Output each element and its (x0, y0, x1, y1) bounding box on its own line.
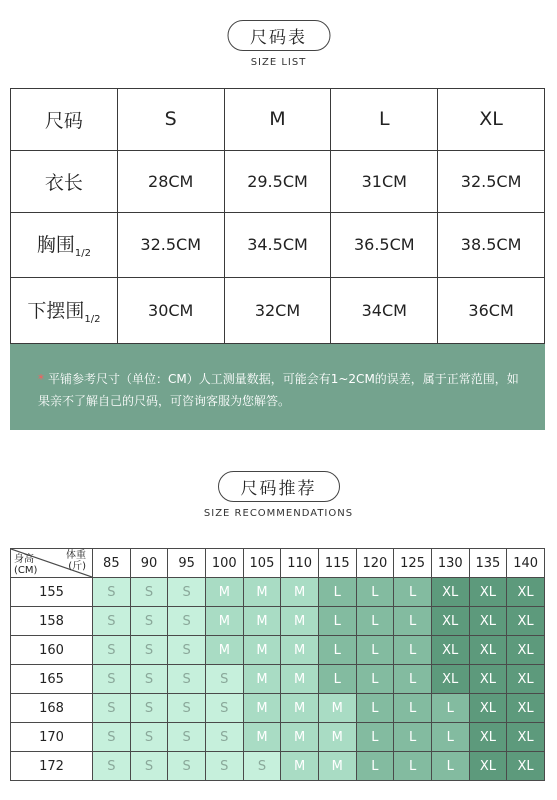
size-table-row (11, 278, 545, 344)
size-recommendation-cell: S (168, 636, 206, 665)
size-recommendation-cell: S (93, 752, 131, 781)
size-recommendation-cell: L (356, 636, 394, 665)
height-cell: 172 (11, 752, 93, 781)
weight-label (66, 550, 86, 572)
size-list-table (10, 88, 545, 344)
size-recommendation-cell: S (168, 723, 206, 752)
size-recommendation-cell: S (130, 752, 168, 781)
size-value-cell: 29.5CM (224, 150, 331, 212)
size-value-cell: 31CM (331, 150, 438, 212)
size-recommendation-cell: S (93, 694, 131, 723)
row-label (11, 278, 118, 344)
size-recommendation-cell: M (281, 752, 319, 781)
size-table-row (11, 150, 545, 212)
size-recommendation-cell: M (205, 578, 243, 607)
note-star: * (38, 372, 44, 386)
size-recommendation-cell: XL (469, 578, 507, 607)
size-recommendation-cell: S (168, 578, 206, 607)
weight-header-cell: 125 (394, 549, 432, 578)
size-recommendation-cell: XL (507, 636, 545, 665)
size-recommendation-cell: S (205, 752, 243, 781)
size-recommendation-cell: M (243, 607, 281, 636)
size-value-cell: 32CM (224, 278, 331, 344)
size-list-subtitle: SIZE LIST (250, 57, 307, 68)
size-recommendation-cell: XL (469, 636, 507, 665)
size-recommendation-cell: M (281, 665, 319, 694)
corner-cell (11, 549, 93, 578)
size-recommendation-cell: M (318, 752, 356, 781)
weight-header-cell: 100 (205, 549, 243, 578)
size-recommendation-cell: L (431, 723, 469, 752)
row-label (11, 150, 118, 212)
recommendations-title: 尺码推荐 (218, 471, 340, 502)
size-header-cell: M (224, 89, 331, 151)
size-recommendation-cell: XL (431, 607, 469, 636)
size-recommendation-cell: M (318, 694, 356, 723)
size-header-cell: L (331, 89, 438, 151)
rec-row (11, 665, 545, 694)
measurement-note (10, 344, 545, 430)
weight-header-cell: 85 (93, 549, 131, 578)
size-value-cell: 38.5CM (438, 212, 545, 278)
height-cell: 155 (11, 578, 93, 607)
size-value-cell: 32.5CM (117, 212, 224, 278)
size-table-header-row (11, 89, 545, 151)
size-recommendation-cell: S (93, 665, 131, 694)
size-list-title: 尺码表 (227, 20, 330, 51)
size-recommendation-cell: XL (507, 723, 545, 752)
size-recommendation-cell: L (318, 578, 356, 607)
note-text: 平铺参考尺寸（单位：CM）人工测量数据，可能会有1~2CM的误差，属于正常范围，如果亲不了解自己的尺码，可咨询客服为您解答。 (38, 372, 519, 408)
size-recommendation-cell: XL (469, 723, 507, 752)
size-recommendation-cell: M (318, 723, 356, 752)
size-recommendation-cell: S (130, 694, 168, 723)
size-value-cell: 28CM (117, 150, 224, 212)
size-recommendation-cell: XL (431, 578, 469, 607)
size-recommendation-cell: XL (507, 607, 545, 636)
size-recommendation-cell: L (394, 607, 432, 636)
size-recommendation-cell: S (168, 752, 206, 781)
rec-row (11, 607, 545, 636)
size-recommendation-cell: S (168, 694, 206, 723)
weight-unit: (斤) (68, 561, 86, 572)
size-recommendation-cell: L (318, 665, 356, 694)
size-recommendation-cell: XL (507, 665, 545, 694)
size-recommendation-cell: S (168, 607, 206, 636)
rec-row (11, 578, 545, 607)
size-recommendation-cell: XL (469, 694, 507, 723)
size-value-cell: 36CM (438, 278, 545, 344)
size-recommendation-cell: XL (431, 636, 469, 665)
size-recommendation-cell: L (394, 694, 432, 723)
size-recommendation-cell: L (394, 723, 432, 752)
size-recommendation-cell: L (356, 607, 394, 636)
size-recommendation-cell: L (356, 694, 394, 723)
weight-header-cell: 120 (356, 549, 394, 578)
row-label (11, 212, 118, 278)
size-recommendation-cell: XL (507, 752, 545, 781)
size-recommendation-cell: XL (469, 607, 507, 636)
size-recommendation-cell: S (130, 578, 168, 607)
height-cell: 165 (11, 665, 93, 694)
height-cell: 158 (11, 607, 93, 636)
height-label-text: 身高 (14, 554, 34, 565)
size-recommendation-cell: L (394, 752, 432, 781)
rec-row (11, 723, 545, 752)
size-recommendation-cell: XL (469, 665, 507, 694)
size-recommendation-cell: S (130, 607, 168, 636)
weight-header-cell: 130 (431, 549, 469, 578)
size-value-cell: 32.5CM (438, 150, 545, 212)
size-recommendation-cell: L (394, 636, 432, 665)
weight-label-text: 体重 (66, 550, 86, 561)
size-recommendation-cell: S (130, 723, 168, 752)
size-recommendation-cell: L (431, 694, 469, 723)
weight-header-cell: 140 (507, 549, 545, 578)
size-recommendation-cell: XL (469, 752, 507, 781)
size-recommendation-cell: L (356, 578, 394, 607)
weight-header-cell: 115 (318, 549, 356, 578)
size-header-cell: XL (438, 89, 545, 151)
height-unit: (CM) (14, 565, 38, 576)
row-label-text: 下摆围 (27, 300, 85, 323)
row-label-sub: 1/2 (74, 248, 91, 260)
size-recommendation-cell: L (431, 752, 469, 781)
size-recommendation-cell: S (130, 636, 168, 665)
size-recommendation-cell: S (93, 723, 131, 752)
size-recommendation-cell: L (356, 752, 394, 781)
size-recommendation-cell: L (394, 578, 432, 607)
size-table-row (11, 212, 545, 278)
rec-row (11, 694, 545, 723)
row-label-text: 胸围 (36, 234, 75, 257)
size-recommendation-cell: S (93, 607, 131, 636)
size-recommendation-cell: L (394, 665, 432, 694)
size-recommendation-cell: L (318, 607, 356, 636)
rec-header-row (11, 549, 545, 578)
size-recommendation-cell: S (130, 665, 168, 694)
height-cell: 160 (11, 636, 93, 665)
size-recommendation-cell: M (281, 607, 319, 636)
size-recommendation-cell: M (205, 607, 243, 636)
size-recommendation-cell: M (243, 665, 281, 694)
size-recommendation-cell: M (281, 694, 319, 723)
size-recommendation-cell: S (168, 665, 206, 694)
weight-header-cell: 105 (243, 549, 281, 578)
weight-header-cell: 95 (168, 549, 206, 578)
size-value-cell: 30CM (117, 278, 224, 344)
size-recommendation-cell: M (243, 694, 281, 723)
recommendations-subtitle: SIZE RECOMMENDATIONS (203, 508, 354, 519)
size-recommendation-cell: S (205, 665, 243, 694)
height-label (14, 554, 37, 576)
size-value-cell: 34CM (331, 278, 438, 344)
size-recommendation-cell: S (205, 694, 243, 723)
row-label-sub: 1/2 (84, 314, 101, 326)
size-recommendation-cell: S (93, 636, 131, 665)
size-header-cell: 尺码 (11, 89, 118, 151)
rec-row (11, 752, 545, 781)
size-recommendation-table (10, 548, 545, 781)
size-recommendation-cell: M (243, 636, 281, 665)
weight-header-cell: 90 (130, 549, 168, 578)
size-header-cell: S (117, 89, 224, 151)
size-recommendation-cell: S (205, 723, 243, 752)
row-label-text: 衣长 (44, 171, 83, 194)
height-cell: 168 (11, 694, 93, 723)
size-recommendation-cell: S (93, 578, 131, 607)
size-recommendation-cell: M (243, 578, 281, 607)
weight-header-cell: 135 (469, 549, 507, 578)
size-recommendation-cell: L (356, 665, 394, 694)
size-recommendation-cell: M (281, 578, 319, 607)
size-recommendation-cell: M (281, 636, 319, 665)
size-recommendation-cell: XL (507, 578, 545, 607)
size-recommendation-cell: XL (507, 694, 545, 723)
size-recommendation-cell: M (205, 636, 243, 665)
size-recommendation-cell: M (281, 723, 319, 752)
size-recommendation-cell: L (356, 723, 394, 752)
size-recommendation-cell: L (318, 636, 356, 665)
height-cell: 170 (11, 723, 93, 752)
size-recommendation-cell: XL (431, 665, 469, 694)
size-recommendation-cell: M (243, 723, 281, 752)
rec-row (11, 636, 545, 665)
size-value-cell: 34.5CM (224, 212, 331, 278)
size-recommendation-cell: S (243, 752, 281, 781)
weight-header-cell: 110 (281, 549, 319, 578)
size-value-cell: 36.5CM (331, 212, 438, 278)
